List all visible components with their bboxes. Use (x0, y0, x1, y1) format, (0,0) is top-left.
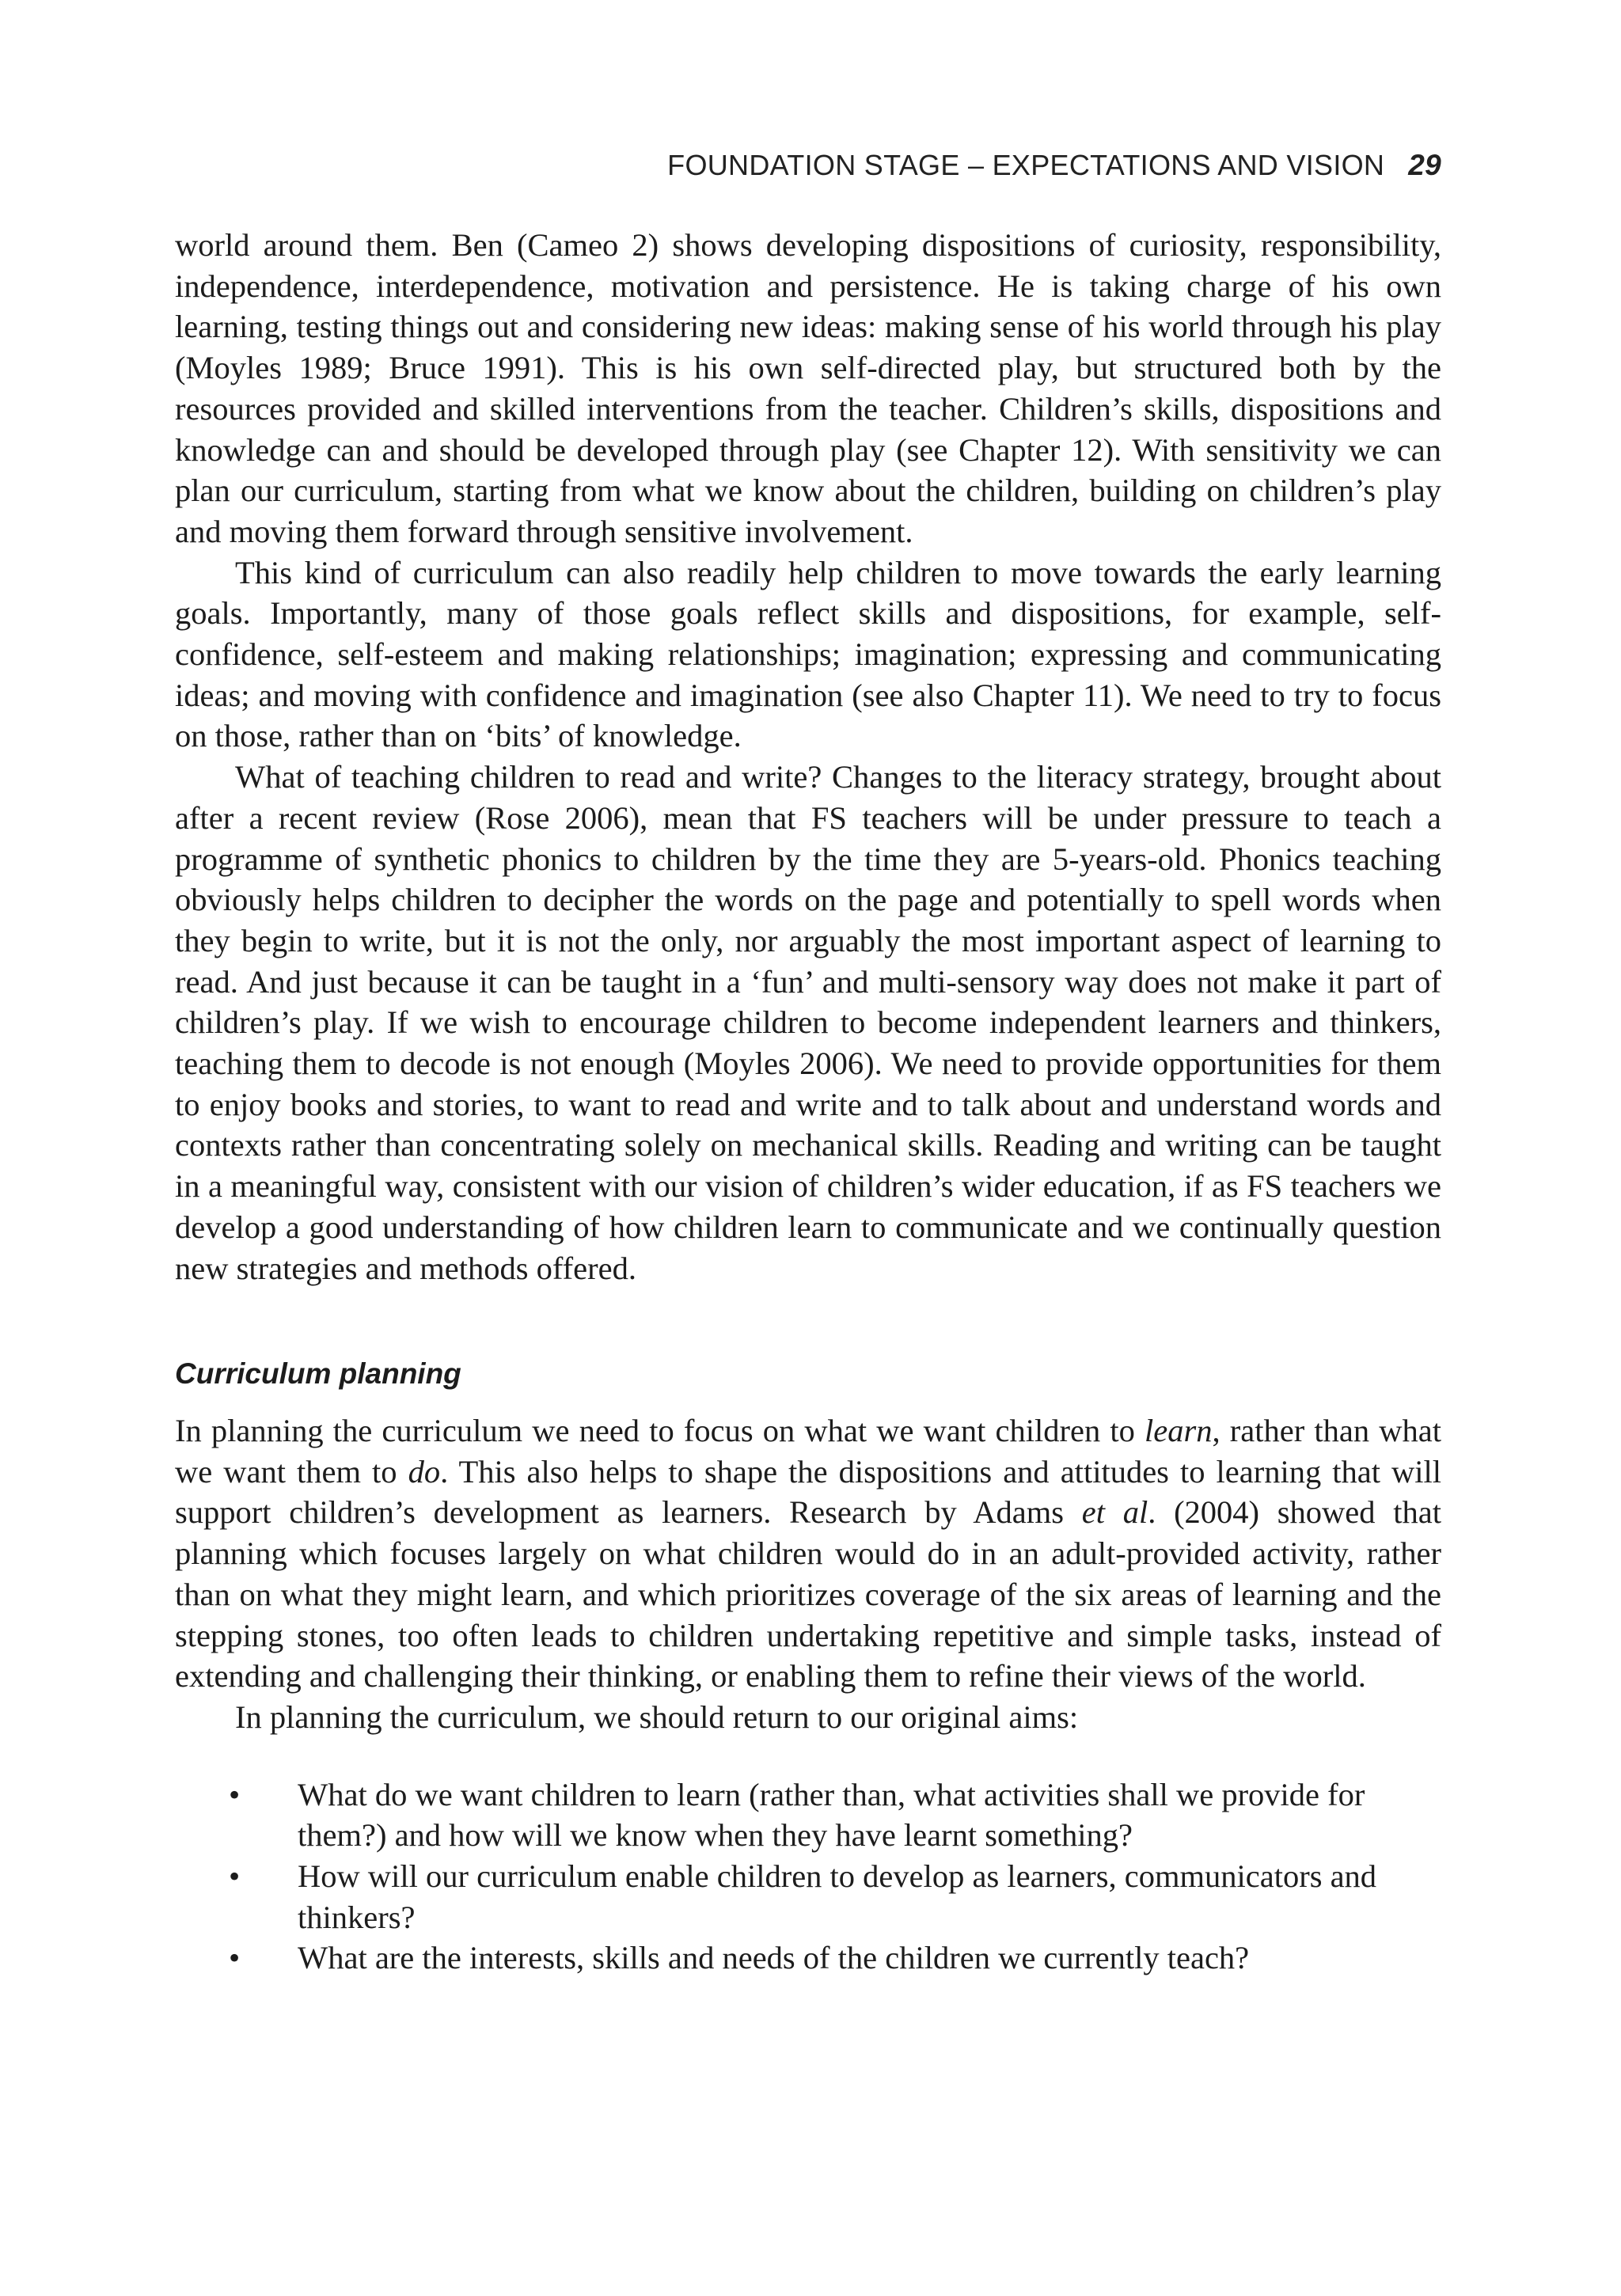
list-item (175, 1856, 1441, 1937)
emphasis-et-al: et al (1081, 1494, 1148, 1531)
list-item-text: What do we want children to learn (rather than, what activities shall we provide for them?) and how will we know when they have learnt something? (298, 1776, 1365, 1854)
section-paragraph-1 (175, 1410, 1441, 1697)
bullet-icon: • (229, 1940, 241, 1976)
list-item (175, 1937, 1441, 1979)
bullet-icon: • (229, 1776, 241, 1812)
list-item (175, 1774, 1441, 1856)
running-header (667, 149, 1441, 182)
text-run: . (2004) showed that planning which focuses largely on what children would do in an adult-provided activity, rather than on what they might learn, and which prioritizes coverage of the six areas of learning and the stepping stones, too often leads to children undertaking repetitive and simple tasks, instead of extending and challenging their thinking, or enabling them to refine their views of the world. (175, 1494, 1441, 1694)
list-item-text: What are the interests, skills and needs of the children we currently teach? (298, 1940, 1250, 1976)
paragraph-2: This kind of curriculum can also readily help children to move towards the early learning goals. Importantly, many of those goals reflect skills and dispositions, for example, self-confidence, self-esteem and making relationships; imagination; expressing and communicating ideas; and moving with confidence and imagination (see also Chapter 11). We need to try to focus on those, rather than on ‘bits’ of knowledge. (175, 554, 1441, 754)
paragraph-3: What of teaching children to read and write? Changes to the literacy strategy, brought about after a recent review (Rose 2006), mean that FS teachers will be under pressure to teach a programme of synthetic phonics to children by the time they are 5-years-old. Phonics teaching obviously helps children to decipher the words on the page and potentially to spell words when they begin to write, but it is not the only, nor arguably the most important aspect of learning to read. And just because it can be taught in a ‘fun’ and multi-sensory way does not make it part of children’s play. If we wish to encourage children to become independent learners and thinkers, teaching them to decode is not enough (Moyles 2006). We need to provide opportunities for them to enjoy books and stories, to want to read and write and to talk about and understand words and contexts rather than concentrating solely on mechanical skills. Reading and writing can be taught in a meaningful way, consistent with our vision of children’s wider education, if as FS teachers we develop a good understanding of how children learn to communicate and we continually question new strategies and methods offered. (175, 759, 1441, 1286)
emphasis-do: do (408, 1453, 441, 1490)
text-run: , rather than what we want them to (175, 1412, 1441, 1490)
section-heading: Curriculum planning (175, 1357, 461, 1391)
list-item-text: How will our curriculum enable children to develop as learners, communicators and thinkers? (298, 1858, 1377, 1935)
text-run: . This also helps to shape the dispositions and attitudes to learning that will support children’s development as learners. Research by Adams (175, 1453, 1441, 1531)
aims-list (175, 1774, 1441, 1979)
running-title: FOUNDATION STAGE – EXPECTATIONS AND VISION (667, 149, 1385, 181)
paragraph-1: world around them. Ben (Cameo 2) shows developing dispositions of curiosity, responsibility, independence, interdependence, motivation and persistence. He is taking charge of his own learning, testing things out and considering new ideas: making sense of his world through his play (Moyles 1989; Bruce 1991). This is his own self-directed play, but structured both by the resources provided and skilled interventions from the teacher. Children’s skills, dispositions and knowledge can and should be developed through play (see Chapter 12). With sensitivity we can plan our curriculum, starting from what we know about the children, building on children’s play and moving them forward through sensitive involvement. (175, 227, 1441, 549)
bullet-icon: • (229, 1858, 241, 1895)
emphasis-learn: learn (1145, 1412, 1213, 1448)
section-paragraph-2: In planning the curriculum, we should return to our original aims: (235, 1698, 1079, 1735)
text-run: In planning the curriculum we need to focus on what we want children to (175, 1412, 1145, 1448)
body-text (175, 225, 1441, 1979)
page-number: 29 (1408, 149, 1441, 181)
